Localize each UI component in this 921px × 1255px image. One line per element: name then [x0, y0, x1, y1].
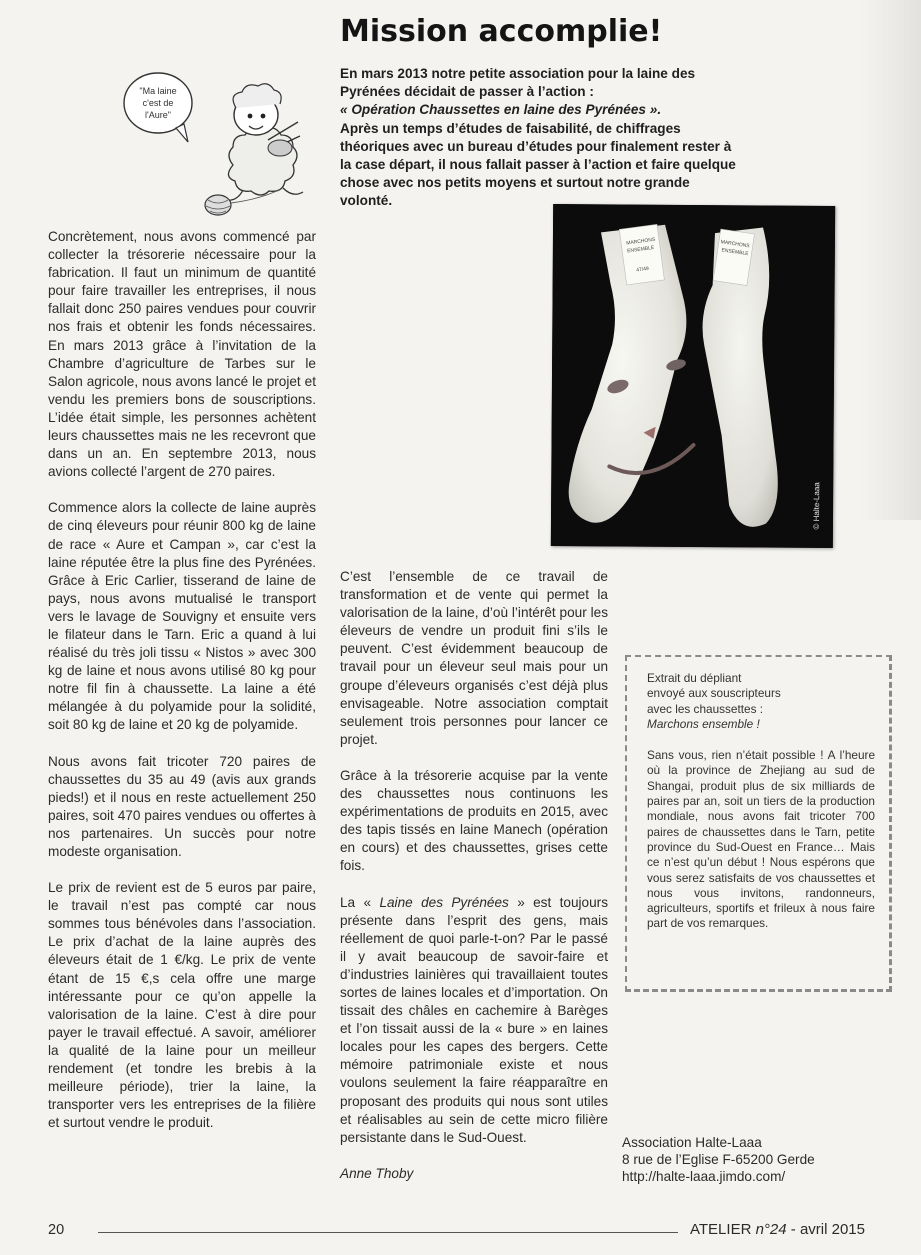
- leaflet-excerpt-box: [625, 655, 892, 992]
- sock-label-tag: [713, 229, 754, 286]
- leaflet-title: Marchons ensemble !: [647, 716, 760, 731]
- bubble-line-1: "Ma laine: [139, 86, 177, 96]
- text-run-emphasis: Laine des Pyrénées: [379, 894, 509, 910]
- tag-size: 47/49: [636, 265, 650, 274]
- bubble-line-2: c'est de: [142, 98, 174, 108]
- association-contact: [622, 1134, 815, 1185]
- tag-line-1: MARCHONS: [720, 239, 750, 250]
- paragraph: Nous avons fait tricoter 720 paires de chaussettes du 35 au 49 (avis aux grands pieds!) et il nous en reste actuellement 250 paires, soit 470 paires vendues ou offertes à nos partenaires. Un succès pour notre modeste organisation.: [48, 753, 316, 859]
- issue-number: n°24: [755, 1221, 787, 1238]
- intro-line-1: En mars 2013 notre petite association pour la laine des Pyrénées décidait de passer à l’action :: [340, 66, 696, 100]
- article-column-middle: [340, 568, 608, 1201]
- article-column-left: [48, 228, 316, 1150]
- article-intro: [340, 65, 740, 211]
- heading-line: envoyé aux souscripteurs: [647, 686, 781, 701]
- association-url[interactable]: http://halte-laaa.jimdo.com/: [622, 1169, 786, 1184]
- magazine-name: ATELIER: [690, 1221, 756, 1238]
- socks-photo: [551, 204, 835, 548]
- issue-date: - avril 2015: [786, 1221, 865, 1238]
- heading-line: Extrait du dépliant: [647, 671, 742, 685]
- footer-divider: [98, 1232, 678, 1233]
- intro-line-3: Après un temps d’études de faisabilité, de chiffrages théoriques avec un bureau d’études pour finalement rester à la case départ, il nous fallait passer à l’action et faire quelque chose avec nos petits moyens et surtout notre grande volonté.: [340, 120, 736, 209]
- page-number: 20: [48, 1222, 65, 1238]
- paragraph: C’est l’ensemble de ce travail de transformation et de vente qui permet la valorisation de la laine, d’où l’intérêt pour les éleveurs de vendre un produit fini s’ils le peuvent. C’est évidemment beaucoup de travail pour un éleveur seul mais pour un groupe d’éleveurs organisés c’est déjà plus envisageable. Notre association comptait seulement trois personnes pour lancer ce projet.: [340, 569, 608, 747]
- heading-line: avec les chaussettes :: [647, 701, 764, 716]
- association-name: Association Halte-Laaa: [622, 1135, 762, 1150]
- author-credit: Anne Thoby: [340, 1165, 414, 1181]
- leaflet-body: Sans vous, rien n’était possible ! A l’heure où la province de Zhejiang au sud de Shangai, produit plus de six milliards de paires par an, soit un tiers de la production mondiale, nous avons fait tricoter 700 paires de chaussettes dans le Tarn, petite province du Sud-Ouest en France… Mais ce n’est qu’un début ! Nous espérons que vous serez satisfaits de vos chaussettes et nous vous invitons, randonneurs, agriculteurs, sportifs et frileux à nous faire part de vos remarques.: [647, 748, 875, 931]
- adjacent-page-bleed: [861, 0, 921, 520]
- leaflet-heading: [647, 671, 875, 732]
- paragraph-laine-des-pyrenees: [340, 894, 608, 1147]
- magazine-footer: [690, 1221, 865, 1238]
- tag-line-1: MARCHONS: [625, 236, 656, 247]
- intro-operation-name: « Opération Chaussettes en laine des Pyrénées ».: [340, 102, 662, 118]
- photo-credit: © Halte-Laaa: [811, 482, 822, 530]
- paragraph: Le prix de revient est de 5 euros par paire, le travail n’est pas compté car nous sommes tous bénévoles dans l’association. Le prix d’achat de la laine auprès des éleveurs était de 1 €/kg. Le prix de vente étant de 15 €,s cela offre une marge intéressante pour ce qu’on appelle la valorisation de la laine. C’est à dire pour payer le travail effectué. A savoir, améliorer la qualité de la laine pour un meilleur rendement (et tondre les brebis à la meilleure période), trier la laine, la transporter vers les entreprises de la filière et surtout vendre le produit.: [48, 880, 316, 1131]
- tag-line-2: ENSEMBLE: [626, 244, 655, 255]
- bubble-line-3: l'Aure": [145, 110, 171, 120]
- text-run: La «: [340, 894, 380, 910]
- paragraph: Concrètement, nous avons commencé par collecter la trésorerie nécessaire pour la fabrication. Il faut un minimum de quantité pour faire travailler les entreprises, il nous fallait donc 250 paires vendues pour couvrir nos frais et obtenir les fonds nécessaires. En mars 2013 grâce à l’invitation de la Chambre d’agriculture de Tarbes sur le Salon agricole, nous avons lancé le projet et vendu les premiers bons de souscriptions. L’idée était simple, les personnes achètent leurs chaussettes mais ne les recevront que dans un an. En septembre 2013, nous avions collecté l’argent de 270 paires.: [48, 229, 316, 480]
- tag-line-2: ENSEMBLE: [721, 247, 749, 258]
- association-address: 8 rue de l’Eglise F-65200 Gerde: [622, 1152, 815, 1167]
- sheep-mascot-illustration: [118, 70, 328, 220]
- sock-label-tag: [619, 224, 665, 285]
- text-run: » est toujours présente dans l’esprit des gens, mais réellement de quoi parle-t-on? Par le passé il y avait beaucoup de savoir-faire et d’industries lainières qui travaillaient toutes sortes de laines locales et d’importation. On tissait des châles en cachemire à Barèges et l’on tissait aussi de la « bure » en laines locales pour les capes des bergers. Cette mémoire patrimoniale existe et nous voulons seulement la faire réapparaître en proposant des produits qui nous sont utiles et réalisables au sein de cette micro filière persistante dans le Sud-Ouest.: [340, 894, 608, 1145]
- article-title: Mission accomplie!: [340, 14, 663, 49]
- paragraph: Grâce à la trésorerie acquise par la vente des chaussettes nous continuons les expérimentations de produits en 2015, avec des tapis tissés en laine Manech (opération en cours) et des chaussettes, grises cette fois.: [340, 767, 608, 874]
- paragraph: Commence alors la collecte de laine auprès de cinq éleveurs pour réunir 800 kg de laine de race « Aure et Campan », car c’est la laine réputée être la plus fine des Pyrénées. Grâce à Eric Carlier, tisserand de laine de pays, nous avons mutualisé le transport vers le lavage de Souvigny et ensuite vers le filateur dans le Tarn. Eric a quand à lui réalisé du très joli tissu « Nistos » avec 300 kg de laine et nous avons utilisé 80 kg pour notre fil fin à chaussette. La laine a été mélangée à du polyamide pour la solidité, soit 80 kg de laine et 20 kg de polyamide.: [48, 500, 316, 733]
